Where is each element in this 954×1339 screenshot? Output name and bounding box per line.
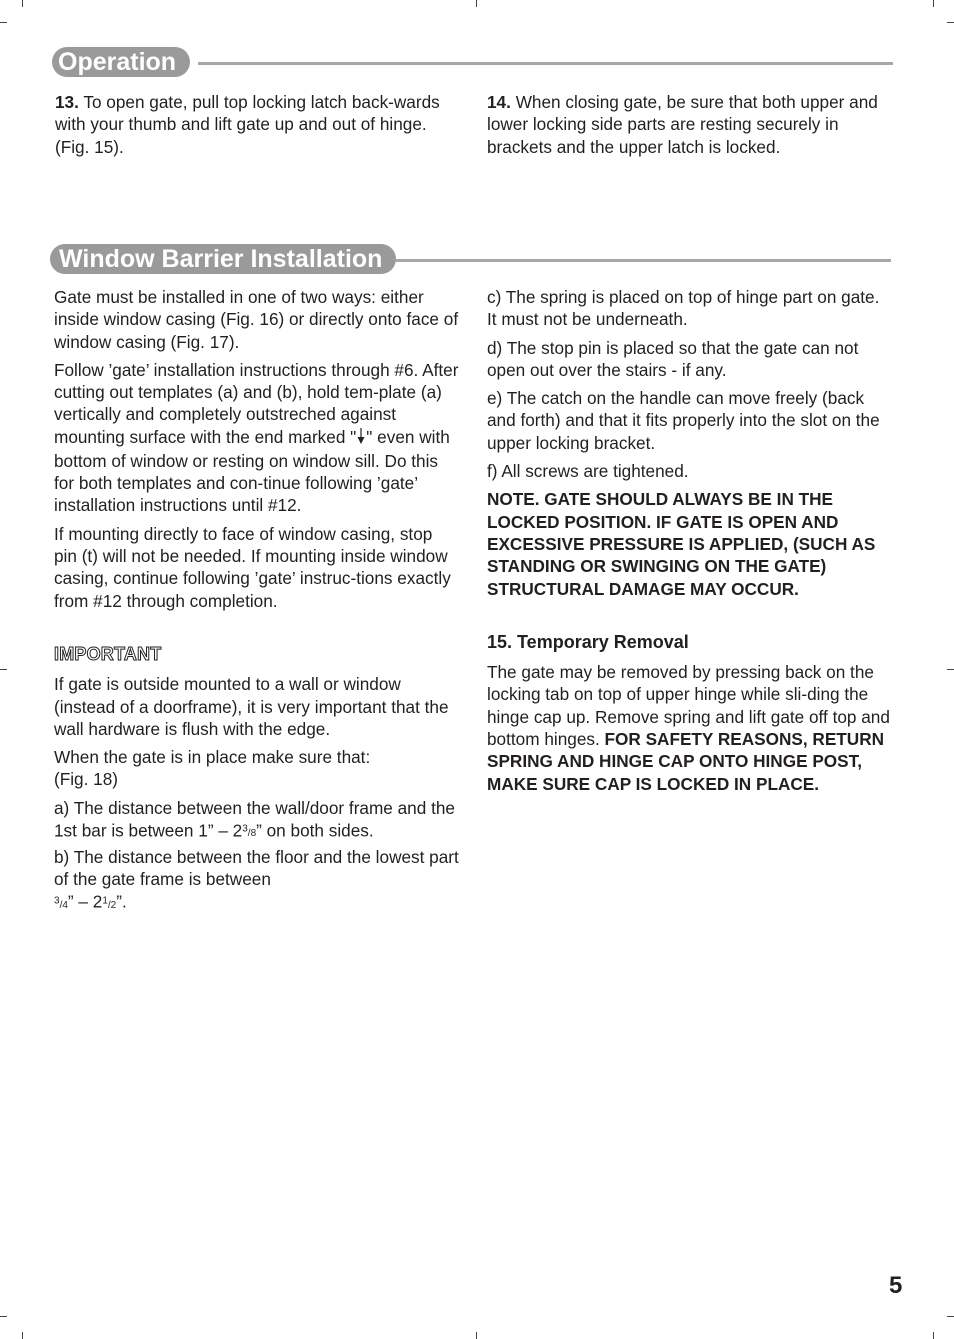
operation-title: Operation xyxy=(52,47,190,77)
crop-mark xyxy=(947,669,954,670)
operation-step-13: 13. To open gate, pull top locking latch back-wards with your thumb and lift gate up and out of hinge. (Fig. 15). xyxy=(55,92,440,157)
template-instructions-paragraph: Follow ’gate’ installation instructions through #6. After cutting out templates (a) and (b), hold tem-plate (a) vertically and completely outstreched against mounting surface with the end marked " " even with bottom of window or resting on window sill. Do this for both templates and con-tinue following ’gate’ installation instructions until #12. xyxy=(54,359,459,516)
operation-step-14: 14. When closing gate, be sure that both upper and lower locking side parts are resting securely in brackets and the upper latch is locked. xyxy=(487,92,878,157)
operation-left-column xyxy=(55,91,460,164)
window-barrier-title: Window Barrier Installation xyxy=(50,244,396,274)
safety-note: NOTE. GATE SHOULD ALWAYS BE IN THE LOCKED POSITION. IF GATE IS OPEN AND EXCESSIVE PRESSURE IS APPLIED, (SUCH AS STANDING OR SWINGING ON THE GATE) STRUCTURAL DAMAGE MAY OCCUR. xyxy=(487,489,876,599)
mounting-face-paragraph: If mounting directly to face of window casing, stop pin (t) will not be needed. If mounting inside window casing, continue following ’gate’ instruc-tions exactly from #12 through completion. xyxy=(54,523,451,611)
stop-pin-check-paragraph: d) The stop pin is placed so that the gate can not open out over the stairs - if any. xyxy=(487,337,859,380)
make-sure-paragraph: When the gate is in place make sure that: (Fig. 18) xyxy=(54,747,371,790)
operation-heading xyxy=(52,47,893,79)
temporary-removal-paragraph: The gate may be removed by pressing back on the locking tab on top of upper hinge while sli-ding the hinge cap up. Remove spring and lift gate off top and bottom hinges. FOR SAFETY REASONS, RETURN SPRING AND HINGE CAP ONTO HINGE POST, MAKE SURE CAP IS LOCKED IN PLACE. xyxy=(487,662,890,794)
down-arrow-icon xyxy=(356,427,366,450)
fraction-one-half: 1/2 xyxy=(102,895,117,911)
distance-wall-paragraph: a) The distance between the wall/door frame and the 1st bar is between 1” – 23/8” on both sides. xyxy=(54,797,455,841)
crop-mark xyxy=(476,0,477,7)
fraction-three-eighths: 3/8 xyxy=(242,824,257,840)
fraction-three-quarters: 3/4 xyxy=(54,895,68,911)
page-number: 5 xyxy=(889,1272,903,1299)
crop-mark xyxy=(22,1332,23,1339)
crop-mark xyxy=(933,1332,934,1339)
distance-floor-paragraph: b) The distance between the floor and the lowest part of the gate frame is between 3/4” – 21/2”. xyxy=(54,846,459,912)
window-barrier-rule xyxy=(395,259,891,262)
catch-check-paragraph: e) The catch on the handle can move freely (back and forth) and that it fits properly into the slot on the upper locking bracket. xyxy=(487,388,880,453)
operation-rule xyxy=(198,62,893,65)
window-barrier-right-column xyxy=(487,286,892,801)
screws-check-paragraph: f) All screws are tightened. xyxy=(487,461,689,482)
crop-mark xyxy=(476,1332,477,1339)
crop-mark xyxy=(0,1316,7,1317)
spring-check-paragraph: c) The spring is placed on top of hinge part on gate. It must not be underneath. xyxy=(487,287,880,330)
crop-mark xyxy=(0,22,7,23)
crop-mark xyxy=(933,0,934,7)
operation-right-column xyxy=(487,91,892,164)
temporary-removal-heading: 15. Temporary Removal xyxy=(487,631,689,652)
crop-mark xyxy=(947,1316,954,1317)
window-barrier-left-column xyxy=(54,286,459,923)
outside-mount-paragraph: If gate is outside mounted to a wall or window (instead of a doorframe), it is very important that the wall hardware is flush with the edge. xyxy=(54,674,449,739)
installation-options-paragraph: Gate must be installed in one of two ways: either inside window casing (Fig. 16) or directly onto face of window casing (Fig. 17). xyxy=(54,287,459,352)
crop-mark xyxy=(0,669,7,670)
crop-mark xyxy=(947,22,954,23)
important-heading: IMPORTANT xyxy=(54,643,162,664)
window-barrier-heading xyxy=(50,244,891,276)
crop-mark xyxy=(22,0,23,7)
